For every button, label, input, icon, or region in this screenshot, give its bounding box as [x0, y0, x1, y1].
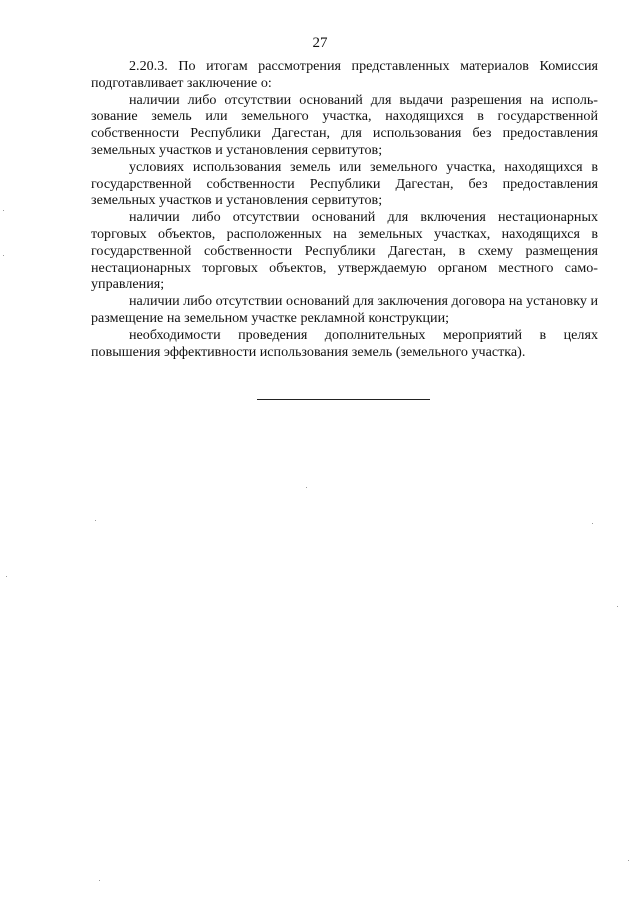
scan-speck: [3, 210, 4, 211]
paragraph-additional-measures: необходимости проведения дополнительных мероприятий в целях повышения эффективности использования земель (земельного участка).: [91, 326, 598, 360]
paragraph-land-use-conditions: условиях использования земель или земельного участка, находящихся в государственной собственности Республики Дагестан, без предоставления земельных участков и установления сервитутов;: [91, 158, 598, 209]
paragraph-advertising-structure: наличии либо отсутствии оснований для заключения договора на установку и размещение на земельном участке рекламной конструкции;: [91, 293, 598, 326]
scan-speck: [99, 880, 100, 881]
scan-speck: [95, 520, 96, 521]
scan-speck: [6, 576, 7, 577]
scan-speck: [628, 860, 629, 861]
closing-separator-line: [257, 399, 430, 400]
document-body: [91, 58, 598, 360]
scan-speck: [592, 523, 593, 524]
page-number: 27: [312, 35, 328, 51]
paragraph-trade-objects: наличии либо отсутствии оснований для включения нестационарных торговых объектов, расположенных на земельных участках, находящихся в государственной собственности Республики Дагестан, в схему размещения нестационарных торговых объектов, утверждаемую органом местного самоуправления;: [91, 209, 598, 293]
scan-speck: [617, 606, 618, 607]
paragraph-land-use-permit: наличии либо отсутствии оснований для выдачи разрешения на использование земель или земельного участка, находящихся в государственной собственности Республики Дагестан, для использования без предоставления земельных участков и установления сервитутов;: [91, 91, 598, 158]
scan-speck: [306, 487, 307, 488]
scan-speck: [3, 255, 4, 256]
paragraph-commission-conclusion: 2.20.3. По итогам рассмотрения представленных материалов Комиссия подготавливает заключение о:: [91, 58, 598, 91]
